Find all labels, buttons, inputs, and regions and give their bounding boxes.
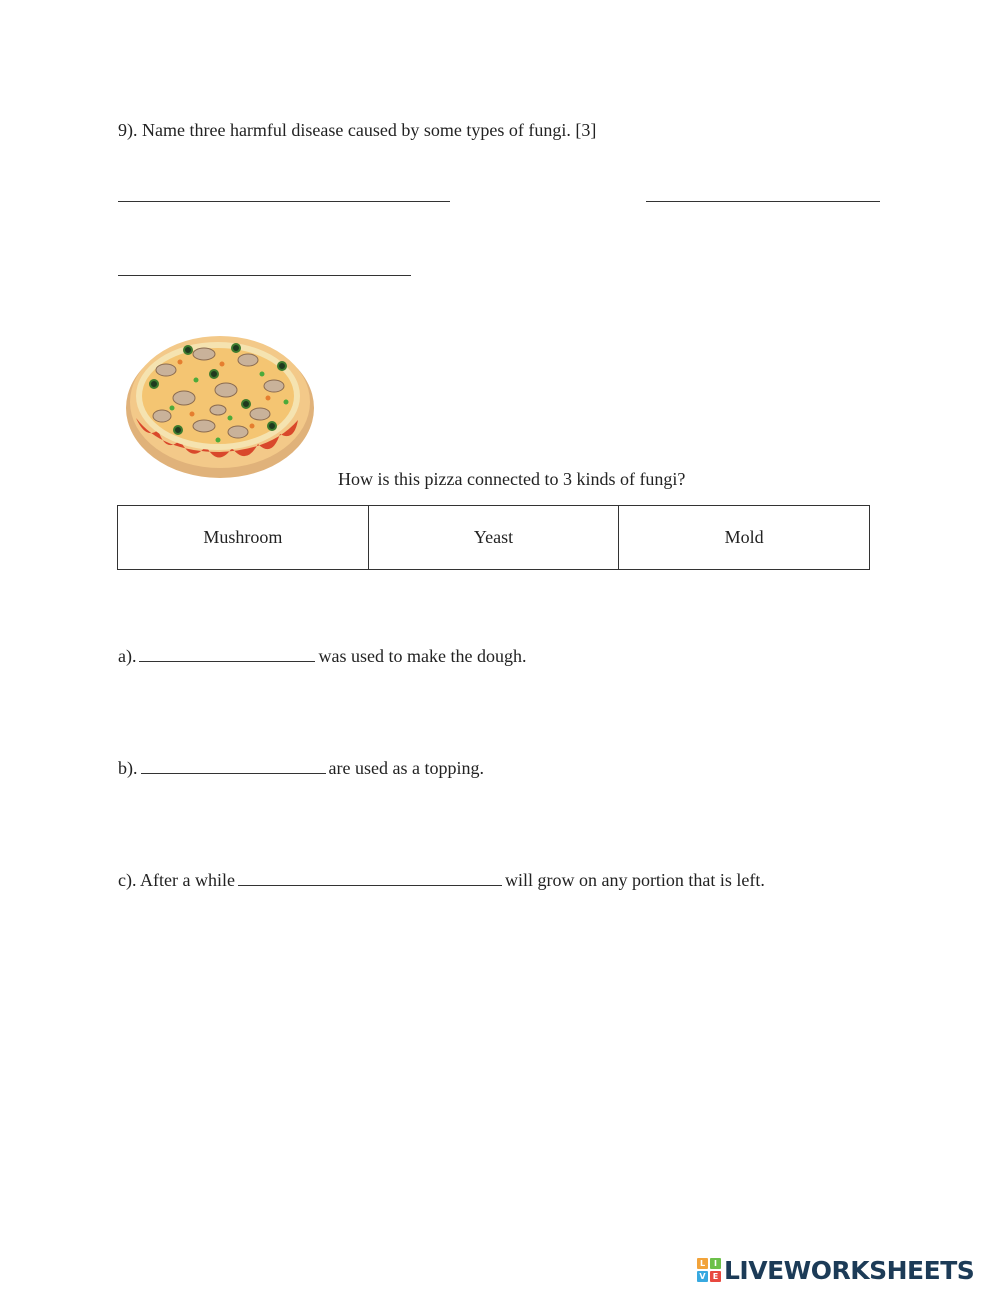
fill-in-b: [118, 757, 484, 779]
pizza-question: How is this pizza connected to 3 kinds of fungi?: [338, 469, 686, 489]
fill-in-b-prefix: b).: [118, 758, 138, 778]
fill-in-b-blank[interactable]: [141, 757, 326, 774]
logo-letter-v: V: [697, 1271, 708, 1282]
table-cell-mushroom: Mushroom: [118, 506, 369, 570]
answer-line-1[interactable]: [118, 201, 450, 202]
fill-in-c-blank[interactable]: [238, 869, 502, 886]
answer-line-3[interactable]: [118, 275, 411, 276]
fill-in-a: [118, 645, 526, 667]
table-cell-yeast: Yeast: [368, 506, 619, 570]
answer-line-2[interactable]: [646, 201, 880, 202]
fill-in-c-suffix: will grow on any portion that is left.: [504, 870, 765, 890]
fill-in-a-prefix: a).: [118, 646, 137, 666]
logo-letter-i: I: [710, 1258, 721, 1269]
fill-in-b-suffix: are used as a topping.: [328, 758, 484, 778]
fungi-table: [117, 505, 870, 570]
logo-text: LIVEWORKSHEETS: [724, 1255, 975, 1285]
logo-icon: [697, 1258, 721, 1282]
fill-in-a-blank[interactable]: [139, 645, 315, 662]
fill-in-c-prefix: c). After a while: [118, 870, 235, 890]
question-9-prompt: 9). Name three harmful disease caused by some types of fungi. [3]: [118, 120, 597, 140]
table-row: [118, 506, 870, 570]
fill-in-a-suffix: was used to make the dough.: [318, 646, 527, 666]
fill-in-c: [118, 869, 765, 891]
logo-letter-e: E: [710, 1271, 721, 1282]
table-cell-mold: Mold: [619, 506, 870, 570]
logo-letter-l: L: [697, 1258, 708, 1269]
pizza-image: [122, 322, 318, 482]
liveworksheets-logo: [697, 1255, 974, 1285]
